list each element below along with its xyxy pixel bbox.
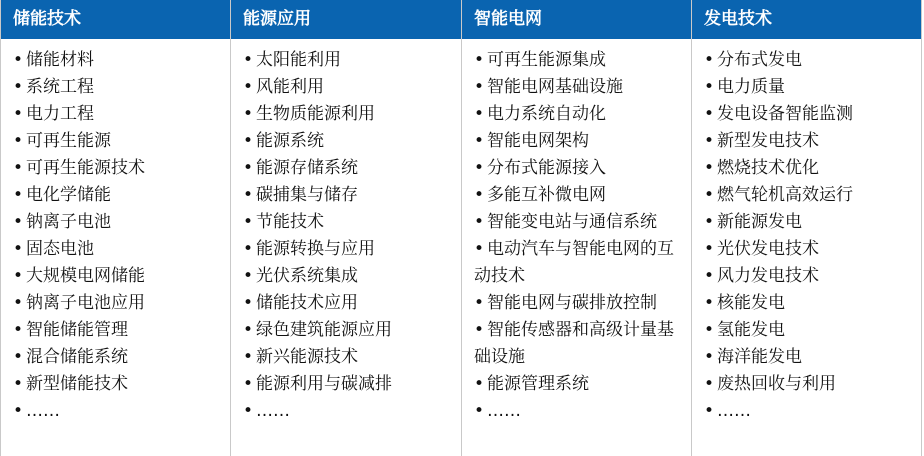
list-item: • ……	[243, 398, 455, 425]
list-item: • 储能技术应用	[243, 290, 455, 317]
column-header: 能源应用	[231, 0, 461, 39]
list-item: • 储能材料	[13, 47, 224, 74]
list-item: • 智能电网架构	[474, 128, 685, 155]
list-item: • 燃烧技术优化	[704, 155, 915, 182]
list-item: • 能源管理系统	[474, 371, 685, 398]
list-item: • 电力质量	[704, 74, 915, 101]
item-list	[231, 39, 461, 425]
list-item: • 太阳能利用	[243, 47, 455, 74]
list-item: • 分布式能源接入	[474, 155, 685, 182]
list-item: • 氢能发电	[704, 317, 915, 344]
list-item: • 电力系统自动化	[474, 101, 685, 128]
column-header: 智能电网	[462, 0, 691, 39]
list-item: • 电动汽车与智能电网的互动技术	[474, 236, 685, 290]
list-item: • 燃气轮机高效运行	[704, 182, 915, 209]
list-item: • 智能电网基础设施	[474, 74, 685, 101]
list-item: • 能源转换与应用	[243, 236, 455, 263]
list-item: • 能源利用与碳减排	[243, 371, 455, 398]
list-item: • 大规模电网储能	[13, 263, 224, 290]
list-item: • 电力工程	[13, 101, 224, 128]
column-energy-applications	[231, 0, 462, 456]
list-item: • 废热回收与利用	[704, 371, 915, 398]
list-item: • 新型储能技术	[13, 371, 224, 398]
list-item: • 碳捕集与储存	[243, 182, 455, 209]
list-item: • 分布式发电	[704, 47, 915, 74]
list-item: • 可再生能源	[13, 128, 224, 155]
list-item: • 风力发电技术	[704, 263, 915, 290]
list-item: • 系统工程	[13, 74, 224, 101]
list-item: • 绿色建筑能源应用	[243, 317, 455, 344]
list-item: • 新型发电技术	[704, 128, 915, 155]
list-item: • ……	[474, 398, 685, 425]
list-item: • 智能电网与碳排放控制	[474, 290, 685, 317]
list-item: • 智能传感器和高级计量基础设施	[474, 317, 685, 371]
list-item: • 钠离子电池应用	[13, 290, 224, 317]
list-item: • 新能源发电	[704, 209, 915, 236]
list-item: • 钠离子电池	[13, 209, 224, 236]
list-item: • 电化学储能	[13, 182, 224, 209]
list-item: • 能源存储系统	[243, 155, 455, 182]
list-item: • 生物质能源利用	[243, 101, 455, 128]
list-item: • ……	[13, 398, 224, 425]
column-header: 储能技术	[1, 0, 230, 39]
column-energy-storage	[1, 0, 231, 456]
list-item: • 光伏发电技术	[704, 236, 915, 263]
list-item: • 节能技术	[243, 209, 455, 236]
list-item: • 智能储能管理	[13, 317, 224, 344]
list-item: • 可再生能源技术	[13, 155, 224, 182]
list-item: • 新兴能源技术	[243, 344, 455, 371]
item-list	[462, 39, 691, 425]
list-item: • ……	[704, 398, 915, 425]
list-item: • 固态电池	[13, 236, 224, 263]
column-header: 发电技术	[692, 0, 921, 39]
list-item: • 风能利用	[243, 74, 455, 101]
column-power-generation	[692, 0, 921, 456]
list-item: • 智能变电站与通信系统	[474, 209, 685, 236]
item-list	[1, 39, 230, 425]
list-item: • 发电设备智能监测	[704, 101, 915, 128]
column-smart-grid	[462, 0, 692, 456]
list-item: • 核能发电	[704, 290, 915, 317]
list-item: • 混合储能系统	[13, 344, 224, 371]
list-item: • 海洋能发电	[704, 344, 915, 371]
list-item: • 光伏系统集成	[243, 263, 455, 290]
list-item: • 可再生能源集成	[474, 47, 685, 74]
item-list	[692, 39, 921, 425]
list-item: • 多能互补微电网	[474, 182, 685, 209]
list-item: • 能源系统	[243, 128, 455, 155]
